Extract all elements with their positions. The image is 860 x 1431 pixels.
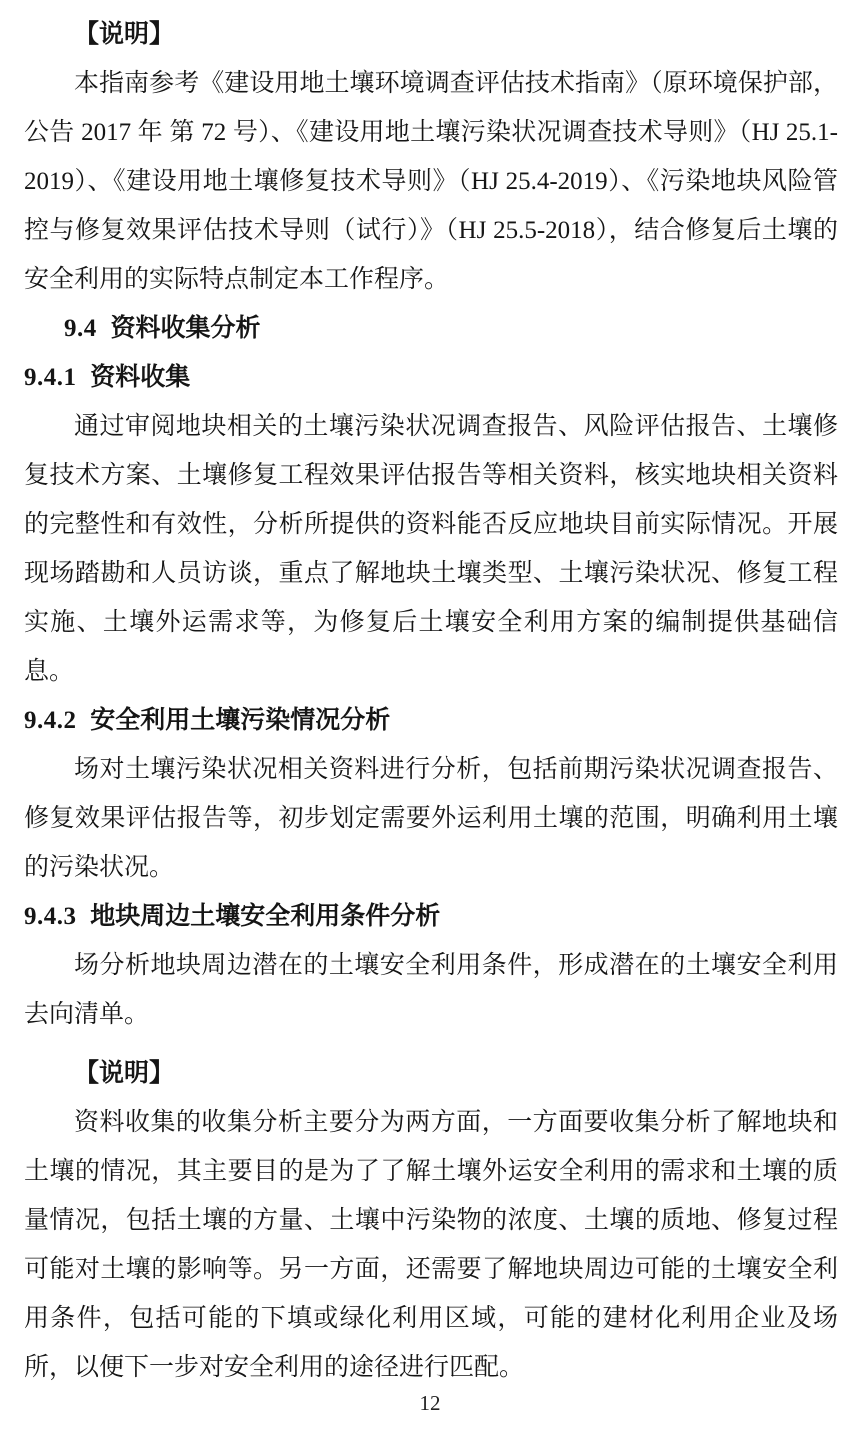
page-footer xyxy=(0,1391,860,1415)
heading-9-4-2-title: 安全利用土壤污染情况分析 xyxy=(90,707,391,734)
heading-9-4 xyxy=(24,304,838,353)
heading-9-4-title: 资料收集分析 xyxy=(110,315,261,342)
note-intro-label: 【说明】 xyxy=(74,21,175,48)
note-intro-paragraph: 本指南参考《建设用地土壤环境调查评估技术指南》（原环境保护部，公告 2017 年 第 72 号）、《建设用地土壤污染状况调查技术导则》（HJ 25.1-2019）、《建设用地土壤修复技术导则》（HJ 25.4-2019）、《污染地块风险管控与修复效果评估技术导则（试行）》（HJ 25.5-2018），结合修复后土壤的安全利用的实际特点制定本工作程序。 xyxy=(24,70,838,293)
page-number: 12 xyxy=(419,1391,441,1415)
heading-9-4-3 xyxy=(24,892,838,941)
note-collection-label: 【说明】 xyxy=(74,1060,175,1087)
heading-9-4-2-number: 9.4.2 xyxy=(24,707,77,734)
section-9-4-2-paragraph: 场对土壤污染状况相关资料进行分析，包括前期污染状况调查报告、修复效果评估报告等，初步划定需要外运利用土壤的范围，明确利用土壤的污染状况。 xyxy=(24,756,838,881)
heading-9-4-1-title: 资料收集 xyxy=(90,364,191,391)
note-collection-paragraph: 资料收集的收集分析主要分为两方面，一方面要收集分析了解地块和土壤的情况，其主要目的是为了了解土壤外运安全利用的需求和土壤的质量情况，包括土壤的方量、土壤中污染物的浓度、土壤的质地、修复过程可能对土壤的影响等。另一方面，还需要了解地块周边可能的土壤安全利用条件，包括可能的下填或绿化利用区域，可能的建材化利用企业及场所，以便下一步对安全利用的途径进行匹配。 xyxy=(24,1109,838,1381)
heading-9-4-3-title: 地块周边土壤安全利用条件分析 xyxy=(90,903,441,930)
heading-9-4-2 xyxy=(24,696,838,745)
section-9-4-1-paragraph: 通过审阅地块相关的土壤污染状况调查报告、风险评估报告、土壤修复技术方案、土壤修复工程效果评估报告等相关资料，核实地块相关资料的完整性和有效性，分析所提供的资料能否反应地块目前实际情况。开展现场踏勘和人员访谈，重点了解地块土壤类型、土壤污染状况、修复工程实施、土壤外运需求等，为修复后土壤安全利用方案的编制提供基础信息。 xyxy=(24,413,838,685)
heading-9-4-1-number: 9.4.1 xyxy=(24,364,77,391)
section-9-4-3-paragraph: 场分析地块周边潜在的土壤安全利用条件，形成潜在的土壤安全利用去向清单。 xyxy=(24,952,838,1028)
heading-9-4-3-number: 9.4.3 xyxy=(24,903,77,930)
heading-9-4-1 xyxy=(24,353,838,402)
heading-9-4-number: 9.4 xyxy=(64,315,97,342)
